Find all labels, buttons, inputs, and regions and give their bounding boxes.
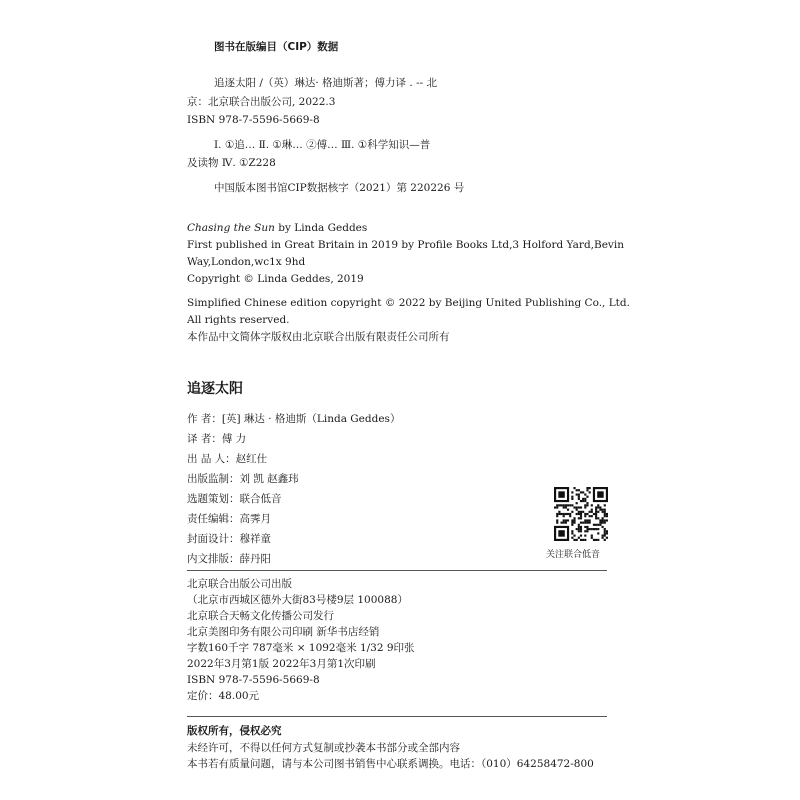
publishing-line: 定价：48.00元 <box>187 690 260 702</box>
credit-row <box>187 412 400 426</box>
credit-value: 傅 力 <box>221 433 247 445</box>
credit-row <box>187 552 271 566</box>
publishing-line: ISBN 978-7-5596-5669-8 <box>187 674 320 686</box>
credit-row <box>187 432 246 446</box>
credit-label: 选题策划： <box>187 493 240 505</box>
credit-label: 责任编辑： <box>187 513 240 525</box>
credit-value: 穆祥童 <box>239 533 271 545</box>
simplified-edition-line: Simplified Chinese edition copyright © 2022 by Beijing United Publishing Co., Ltd. <box>187 297 630 309</box>
credit-value: [英] 琳达 · 格迪斯（Linda Geddes） <box>221 413 401 425</box>
credit-label: 出 品 人： <box>187 453 236 465</box>
cip-classification-2: 及读物 Ⅳ. ①Z228 <box>187 157 276 169</box>
original-title-line <box>187 221 367 235</box>
first-published-2: Way,London,wc1x 9hd <box>187 256 306 268</box>
publishing-line: 北京联合出版公司出版 <box>187 578 292 590</box>
qr-caption: 关注联合低音 <box>546 550 601 560</box>
cip-heading: 图书在版编目（CIP）数据 <box>214 41 339 53</box>
credit-value: 高霁月 <box>239 513 271 525</box>
credit-value: 薛丹阳 <box>239 553 271 565</box>
cip-isbn: ISBN 978-7-5596-5669-8 <box>187 114 320 126</box>
qr-code-icon <box>554 487 608 541</box>
chinese-rights-line: 本作品中文简体字版权由北京联合出版有限责任公司所有 <box>187 331 450 343</box>
cip-line-2: 京：北京联合出版公司, 2022.3 <box>187 96 336 108</box>
publishing-line: 2022年3月第1版 2022年3月第1次印刷 <box>187 658 376 670</box>
credit-label: 封面设计： <box>187 533 240 545</box>
publishing-line: 字数160千字 787毫米 × 1092毫米 1/32 9印张 <box>187 642 415 654</box>
credit-label: 作 者： <box>187 413 222 425</box>
copyright-line: Copyright © Linda Geddes, 2019 <box>187 273 364 285</box>
book-title: 追逐太阳 <box>187 381 243 397</box>
divider <box>187 570 607 571</box>
credit-label: 内文排版： <box>187 553 240 565</box>
credit-value: 赵红仕 <box>235 453 268 465</box>
publishing-line: 北京美图印务有限公司印刷 新华书店经销 <box>187 626 380 638</box>
credit-row <box>187 512 271 526</box>
cip-line-1: 追逐太阳 /（英）琳达· 格迪斯著；傅力译 . -- 北 <box>214 77 437 89</box>
credit-row <box>187 452 267 466</box>
all-rights-line: All rights reserved. <box>187 314 290 326</box>
cip-classification-1: Ⅰ. ①追… Ⅱ. ①琳… ②傅… Ⅲ. ①科学知识—普 <box>214 139 431 151</box>
publishing-line: 北京联合天畅文化传播公司发行 <box>187 610 334 622</box>
first-published-1: First published in Great Britain in 2019 by Profile Books Ltd,3 Holford Yard,Bevin <box>187 239 624 251</box>
credit-value: 刘 凯 赵鑫玮 <box>239 473 299 485</box>
credit-value: 联合低音 <box>239 493 282 505</box>
notice-line-2: 本书若有质量问题，请与本公司图书销售中心联系调换。电话：（010）64258472-800 <box>187 758 594 770</box>
notice-line-1: 未经许可，不得以任何方式复制或抄袭本书部分或全部内容 <box>187 742 460 754</box>
divider <box>187 716 607 717</box>
original-title: Chasing the Sun <box>187 222 275 234</box>
credit-label: 出版监制： <box>187 473 240 485</box>
publishing-line: （北京市西城区德外大街83号楼9层 100088） <box>187 594 408 606</box>
original-author: by Linda Geddes <box>274 222 368 234</box>
credit-row <box>187 492 282 506</box>
notice-heading: 版权所有，侵权必究 <box>187 725 282 737</box>
credit-row <box>187 532 271 546</box>
cip-approval: 中国版本图书馆CIP数据核字（2021）第 220226 号 <box>214 182 465 194</box>
credit-label: 译 者： <box>187 433 222 445</box>
credit-row <box>187 472 299 486</box>
